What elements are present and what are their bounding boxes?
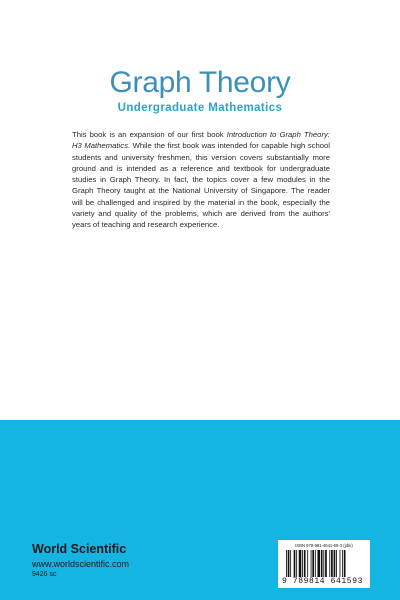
publisher-url: www.worldscientific.com xyxy=(32,559,130,569)
description-italic-title: Introduction to Graph Theory: H3 Mathematics xyxy=(72,130,330,151)
barcode-box xyxy=(278,540,370,588)
description-text-start: This book is an expansion of our first book xyxy=(72,130,227,139)
barcode-number: 9 789814 641593 xyxy=(282,577,364,586)
publisher-name: World Scientific xyxy=(32,542,127,556)
book-subtitle: Undergraduate Mathematics xyxy=(117,102,283,114)
isbn-label: ISBN 978-981-4641-59-3 (pbk) xyxy=(295,543,353,548)
book-description xyxy=(72,129,330,231)
barcode-icon xyxy=(286,550,366,577)
description-text-rest: . While the first book was intended for capable high school students and university freshmen, this version covers substantially more ground and is intended as a reference and textbook for undergraduate studies in Graph Theory. In fact, the topics cover a few modules in the Graph Theory taught at the National University of Singapore. The reader will be challenged and inspired by the material in the book, especially the variety and quality of the problems, which are derived from the authors' years of teaching and research experience. xyxy=(72,141,330,230)
product-code: 9426 sc xyxy=(32,571,57,578)
book-title: Graph Theory xyxy=(109,66,291,99)
